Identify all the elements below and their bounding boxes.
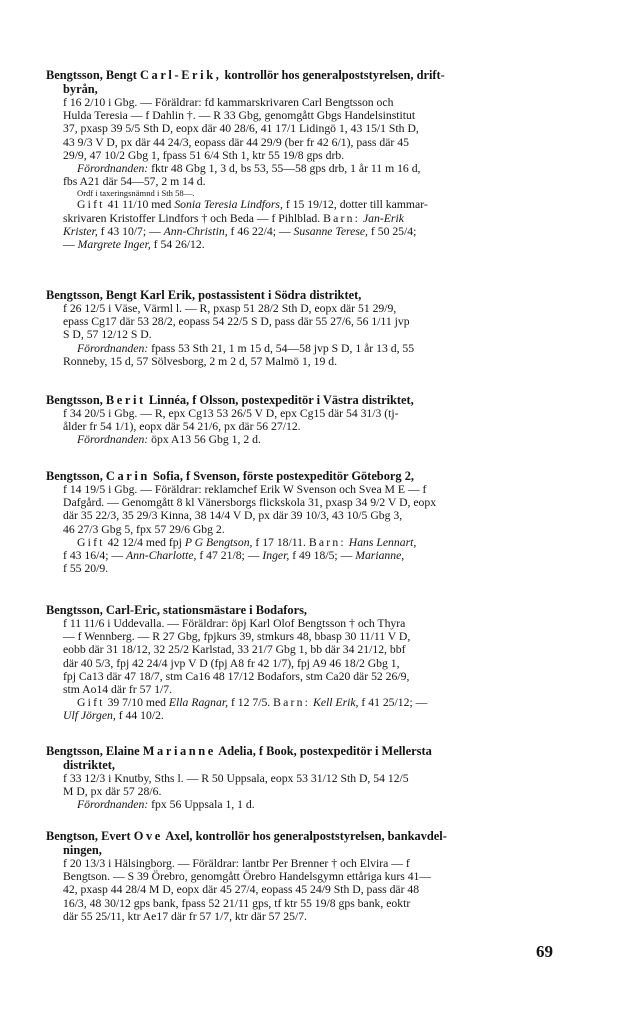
entry-carl-eric [46,603,562,723]
entry-heading: Bengtsson, Bengt Karl Erik, postassistent i Södra distriktet, [46,288,362,302]
entry-heading: Bengtson, Evert Ove Axel, kontrollör hos generalpoststyrelsen, bankavdel- [46,829,447,843]
entry-line: 16/3, 48 30/12 gps bank, fpass 52 21/11 gps, tf ktr 55 19/8 gps bank, eoktr [63,896,411,910]
entry-line: eobb där 31 18/12, 32 25/2 Karlstad, 33 21/7 Gbg 1, bb där 34 21/12, bbf [63,643,406,657]
entry-line: ålder fr 54 1/1), eopx där 54 21/6, px där 56 27/12. [63,420,301,434]
entry-heading-cont: distriktet, [63,758,115,772]
entry-heading-cont: ningen, [63,843,102,857]
entry-line: f 20 13/3 i Hälsingborg. — Föräldrar: lantbr Per Brenner † och Elvira — f [63,857,410,870]
entry-line: där 35 22/3, 35 29/3 Kinna, 38 14/4 V D, px där 39 10/3, 43 10/5 Gbg 3, [63,509,403,523]
entry-line: 46 27/3 Gbg 5, fpx 57 29/6 Gbg 2. [63,522,225,536]
entry-line: fbs A21 där 54—57, 2 m 14 d. [63,175,206,189]
entry-line: där 55 25/11, ktr Ae17 där fr 57 1/7, ktr där 57 25/7. [63,909,307,923]
entry-line: f 14 19/5 i Gbg. — Föräldrar: reklamchef Erik W Svenson och Svea M E — f [63,483,427,496]
entry-heading: Bengtsson, Bengt Carl-Erik, kontrollör hos generalpoststyrelsen, drift- [46,68,445,82]
entry-line: — f Wennberg. — R 27 Gbg, fpjkurs 39, stmkurs 48, bbasp 30 11/11 V D, [63,630,411,644]
entry-bengt-carl-erik [46,68,562,251]
entry-heading: Bengtsson, Carl-Eric, stationsmästare i Bodafors, [46,603,307,617]
entry-line: epass Cg17 där 53 28/2, eopass 54 22/5 S D, pass där 55 27/6, 56 1/11 jvp [63,315,410,329]
entry-heading-cont: byrån, [63,82,98,96]
entry-line: f 33 12/3 i Knutby, Sths l. — R 50 Uppsala, eopx 53 31/12 Sth D, 54 12/5 [63,772,409,785]
entry-line: M D, px där 57 28/6. [63,785,162,799]
entry-line: f 16 2/10 i Gbg. — Föräldrar: fd kammarskrivaren Carl Bengtsson och [63,96,394,109]
gift-line: f 43 16/4; — Ann-Charlotte, f 47 21/8; — Inger, f 49 18/5; — Marianne, [63,549,405,563]
entry-heading: Bengtsson, Berit Linnéa, f Olsson, postexpeditör i Västra distriktet, [46,393,414,407]
page-number: 69 [536,942,553,961]
entry-elaine-marianne [46,744,562,812]
entry-heading: Bengtsson, Carin Sofia, f Svenson, förste postexpeditör Göteborg 2, [46,469,414,483]
entry-line: Hulda Teresia — f Dahlin †. — R 33 Gbg, genomgått Gbgs Handelsinstitut [63,109,416,123]
gift-line: Krister, f 43 10/7; — Ann-Christin, f 46 22/4; — Susanne Terese, f 50 25/4; [63,224,417,238]
entry-line: Bengtson. — S 39 Örebro, genomgått Örebro Handelsgymn ettåriga kurs 41— [63,870,432,884]
entry-line: 29/9, 47 10/2 Gbg 1, fpass 51 6/4 Sth 1, ktr 55 19/8 gps drb. [63,148,345,162]
entry-line: f 34 20/5 i Gbg. — R, epx Cg13 53 26/5 V D, epx Cg15 där 54 31/3 (tj- [63,407,399,420]
entry-line: Ronneby, 15 d, 57 Sölvesborg, 2 m 2 d, 57 Malmö 1, 19 d. [63,354,338,368]
entry-carin [46,469,562,575]
gift-line: Gift 42 12/4 med fpj P G Bengtson, f 17 18/11. Barn: Hans Lennart, [77,535,417,549]
entry-line: 37, pxasp 39 5/5 Sth D, eopx där 40 28/6, 41 17/1 Lidingö 1, 43 15/1 Sth D, [63,122,419,136]
entry-heading: Bengtsson, Elaine Marianne Adelia, f Book, postexpeditör i Mellersta [46,744,432,758]
gift-line: skrivaren Kristoffer Lindfors † och Beda — f Pihlblad. Barn: Jan-Erik [63,211,404,225]
small-note: Ordf i taxeringsnämnd i Sth 58—. [77,188,195,199]
gift-line: Ulf Jörgen, f 44 10/2. [63,709,164,723]
entry-line: f 26 12/5 i Väse, Värml l. — R, pxasp 51 28/2 Sth D, eopx där 51 29/9, [63,302,397,315]
forordnanden-line: Förordnanden: fktr 48 Gbg 1, 3 d, bs 53, 55—58 gps drb, 1 år 11 m 16 d, [77,162,421,176]
entry-line: Dafgård. — Genomgått 8 kl Vänersborgs flickskola 31, pxasp 34 9/2 V D, eopx [63,496,437,510]
gift-line: — Margrete Inger, f 54 26/12. [63,238,205,252]
entry-line: där 40 5/3, fpj 42 24/4 jvp V D (fpj A8 fr 42 1/7), fpj A9 46 18/2 Gbg 1, [63,656,400,670]
gift-line: f 55 20/9. [63,562,109,576]
gift-line: Gift 39 7/10 med Ella Ragnar, f 12 7/5. Barn: Kell Erik, f 41 25/12; — [77,696,428,710]
entry-line: S D, 57 12/12 S D. [63,328,152,342]
forordnanden-line: Förordnanden: öpx A13 56 Gbg 1, 2 d. [77,433,261,447]
entry-bengt-karl-erik [46,288,562,368]
entry-line: 42, pxasp 44 28/4 M D, eopx där 45 27/4, eopass 45 24/9 Sth D, pass där 48 [63,883,420,897]
forordnanden-line: Förordnanden: fpass 53 Sth 21, 1 m 15 d, 54—58 jvp S D, 1 år 13 d, 55 [77,341,415,355]
entry-line: 43 9/3 V D, px där 44 24/3, eopass där 44 29/9 (ber fr 42 6/1), pass där 45 [63,135,409,149]
entry-line: fpj Ca13 där 47 18/7, stm Ca16 48 17/12 Bodafors, stm Ca20 där 52 26/9, [63,669,410,683]
entry-line: stm Ao14 där fr 57 1/7. [63,683,173,697]
entry-evert-ove [46,829,562,923]
forordnanden-line: Förordnanden: fpx 56 Uppsala 1, 1 d. [77,798,255,812]
entry-berit [46,393,562,447]
entry-line: f 11 11/6 i Uddevalla. — Föräldrar: öpj Karl Olof Bengtsson † och Thyra [63,617,406,630]
gift-line: Gift 41 11/10 med Sonia Teresia Lindfors, f 15 19/12, dotter till kammar- [77,198,428,212]
